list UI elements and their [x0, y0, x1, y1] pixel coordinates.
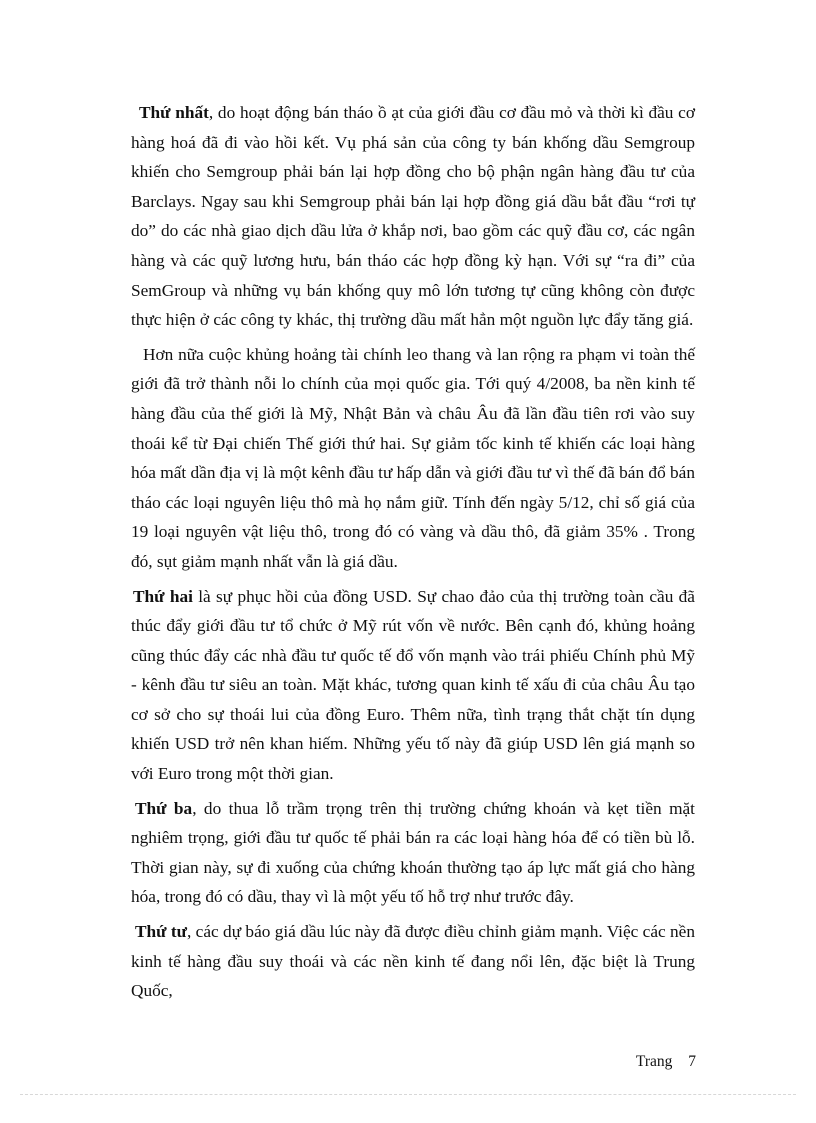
paragraph-2 [131, 340, 695, 577]
paragraph-text: , các dự báo giá dầu lúc này đã được điều chỉnh giảm mạnh. Việc các nền kinh tế hàng đầu suy thoái và các nền kinh tế đang nổi lên, đặc biệt là Trung Quốc, [131, 922, 695, 1001]
page-label: Trang [635, 1053, 673, 1070]
document-body [131, 98, 695, 1011]
paragraph-text: , do thua lỗ trầm trọng trên thị trường chứng khoán và kẹt tiền mặt nghiêm trọng, giới đầu tư quốc tế phải bán ra các loại hàng hóa để có tiền bù lỗ. Thời gian này, sự đi xuống của chứng khoán thường tạo áp lực mất giá cho hàng hóa, trong đó có dầu, thay vì là một yếu tố hỗ trợ như trước đây. [131, 798, 695, 907]
page-number: 7 [688, 1053, 696, 1070]
page-footer [636, 1053, 696, 1071]
page-bottom-divider [20, 1094, 796, 1095]
paragraph-lead: Thứ hai [133, 586, 193, 606]
paragraph-text: , do hoạt động bán tháo ồ ạt của giới đầu cơ đầu mỏ và thời kì đầu cơ hàng hoá đã đi vào hồi kết. Vụ phá sản của công ty bán khống dầu Semgroup khiến cho Semgroup phải bán lại hợp đồng cho bộ phận ngân hàng đầu tư của Barclays. Ngay sau khi Semgroup phải bán lại hợp đồng giá dầu bắt đầu “rơi tự do” do các nhà giao dịch dầu lửa ở khắp nơi, bao gồm các quỹ đầu cơ, các ngân hàng và các quỹ lương hưu, bán tháo các hợp đồng kỳ hạn. Với sự “ra đi” của SemGroup và những vụ bán khống quy mô lớn tương tự cũng không còn được thực hiện ở các công ty khác, thị trường dầu mất hẳn một nguồn lực đẩy tăng giá. [131, 103, 695, 330]
paragraph-1 [131, 98, 695, 335]
paragraph-3 [131, 582, 695, 789]
paragraph-text: Hơn nữa cuộc khủng hoảng tài chính leo thang và lan rộng ra phạm vi toàn thế giới đã trở thành nỗi lo chính của mọi quốc gia. Tới quý 4/2008, ba nền kinh tế hàng đầu của thế giới là Mỹ, Nhật Bản và châu Âu đã lần đầu tiên rơi vào suy thoái kể từ Đại chiến Thế giới thứ hai. Sự giảm tốc kinh tế khiến các loại hàng hóa mất dần địa vị là một kênh đầu tư hấp dẫn và giới đầu tư vì thế đã bán đổ bán tháo các loại nguyên liệu thô mà họ nắm giữ. Tính đến ngày 5/12, chỉ số giá của 19 loại nguyên vật liệu thô, trong đó có vàng và dầu thô, đã giảm 35% . Trong đó, sụt giảm mạnh nhất vẫn là giá dầu. [131, 344, 695, 571]
paragraph-text: là sự phục hồi của đồng USD. Sự chao đảo của thị trường toàn cầu đã thúc đẩy giới đầu tư tổ chức ở Mỹ rút vốn về nước. Bên cạnh đó, khủng hoảng cũng thúc đẩy các nhà đầu tư quốc tế đổ vốn mạnh vào trái phiếu Chính phủ Mỹ - kênh đầu tư siêu an toàn. Mặt khác, tương quan kinh tế xấu đi của châu Âu tạo cơ sở cho sự thoái lui của đồng Euro. Thêm nữa, tình trạng thắt chặt tín dụng khiến USD trở nên khan hiếm. Những yếu tố này đã giúp USD lên giá mạnh so với Euro trong một thời gian. [131, 586, 695, 784]
paragraph-lead: Thứ tư [135, 922, 187, 942]
paragraph-5 [131, 917, 695, 1006]
paragraph-lead: Thứ ba [135, 798, 193, 818]
paragraph-4 [131, 794, 695, 912]
paragraph-lead: Thứ nhất [139, 103, 209, 122]
